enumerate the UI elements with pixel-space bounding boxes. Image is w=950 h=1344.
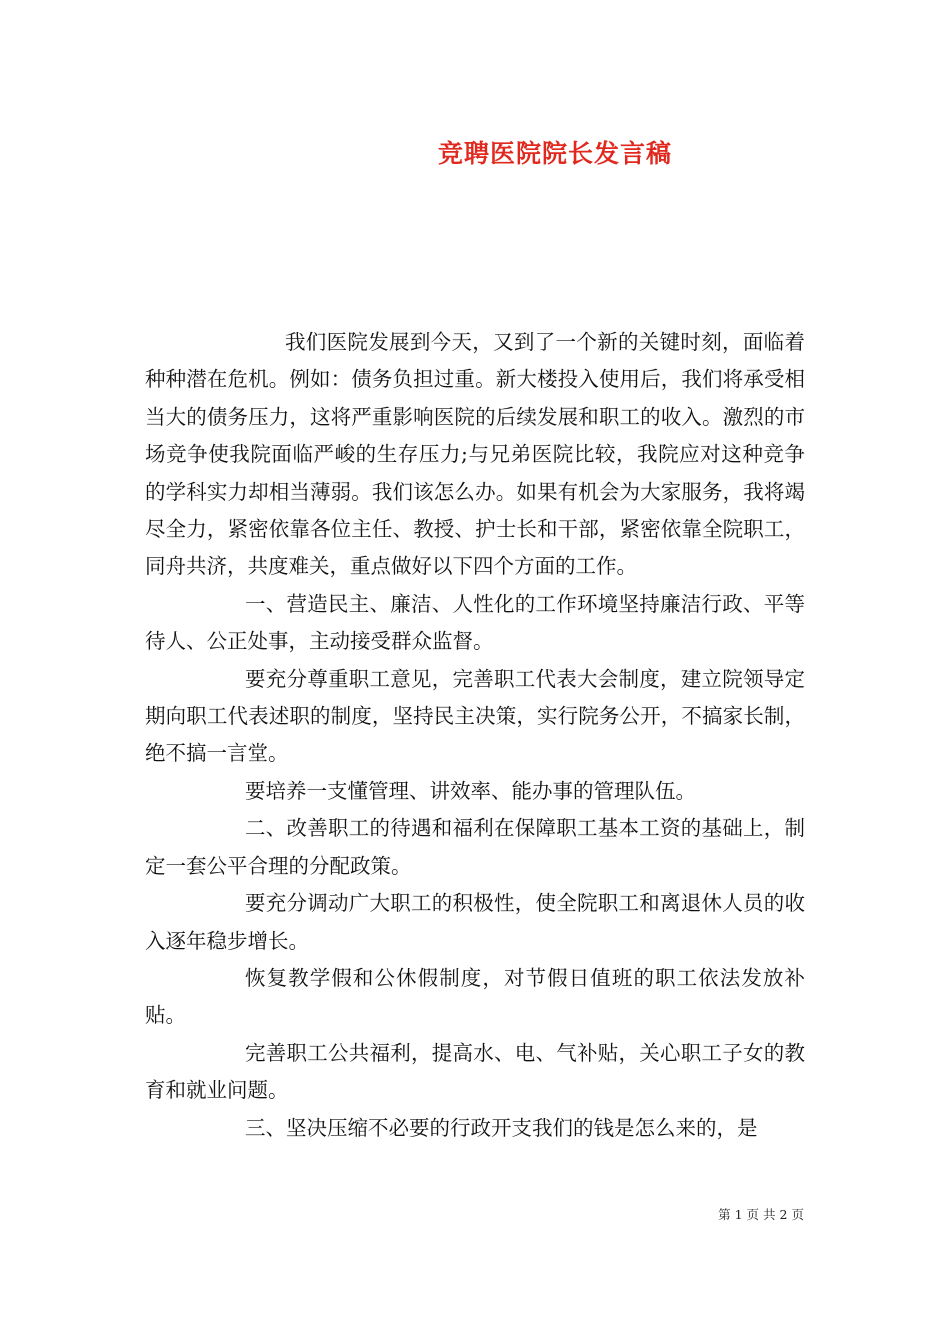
page-suffix: 页	[791, 1207, 804, 1222]
document-body	[145, 324, 805, 1147]
paragraph: 二、改善职工的待遇和福利在保障职工基本工资的基础上，制定一套公平合理的分配政策。	[145, 816, 805, 878]
paragraph: 我们医院发展到今天，又到了一个新的关键时刻，面临着种种潜在危机。例如：债务负担过重。新大楼投入使用后，我们将承受相当大的债务压力，这将严重影响医院的后续发展和职工的收入。激烈的市场竞争使我院面临严峻的生存压力;与兄弟医院比较，我院应对这种竞争的学科实力却相当薄弱。我们该怎么办。如果有机会为大家服务，我将竭尽全力，紧密依靠各位主任、教授、护士长和干部，紧密依靠全院职工，同舟共济，共度难关，重点做好以下四个方面的工作。	[145, 330, 805, 579]
paragraph: 要充分调动广大职工的积极性，使全院职工和离退休人员的收入逐年稳步增长。	[145, 891, 805, 953]
page-label: 第	[718, 1207, 731, 1222]
paragraph: 要充分尊重职工意见，完善职工代表大会制度，建立院领导定期向职工代表述职的制度，坚持民主决策，实行院务公开，不搞家长制，绝不搞一言堂。	[145, 666, 805, 766]
page-number	[716, 1205, 806, 1223]
paragraph: 三、坚决压缩不必要的行政开支我们的钱是怎么来的，是	[245, 1115, 758, 1140]
paragraph: 一、营造民主、廉洁、人性化的工作环境坚持廉洁行政、平等待人、公正处事，主动接受群众监督。	[145, 591, 805, 654]
document-title: 竞聘医院院长发言稿	[437, 139, 672, 168]
page-mid: 页 共	[746, 1207, 776, 1222]
page-total: 2	[779, 1207, 788, 1222]
page-current: 1	[734, 1207, 743, 1222]
paragraph: 恢复教学假和公休假制度，对节假日值班的职工依法发放补贴。	[145, 965, 805, 1028]
paragraph: 完善职工公共福利，提高水、电、气补贴，关心职工子女的教育和就业问题。	[145, 1040, 805, 1103]
paragraph: 要培养一支懂管理、讲效率、能办事的管理队伍。	[245, 778, 696, 803]
